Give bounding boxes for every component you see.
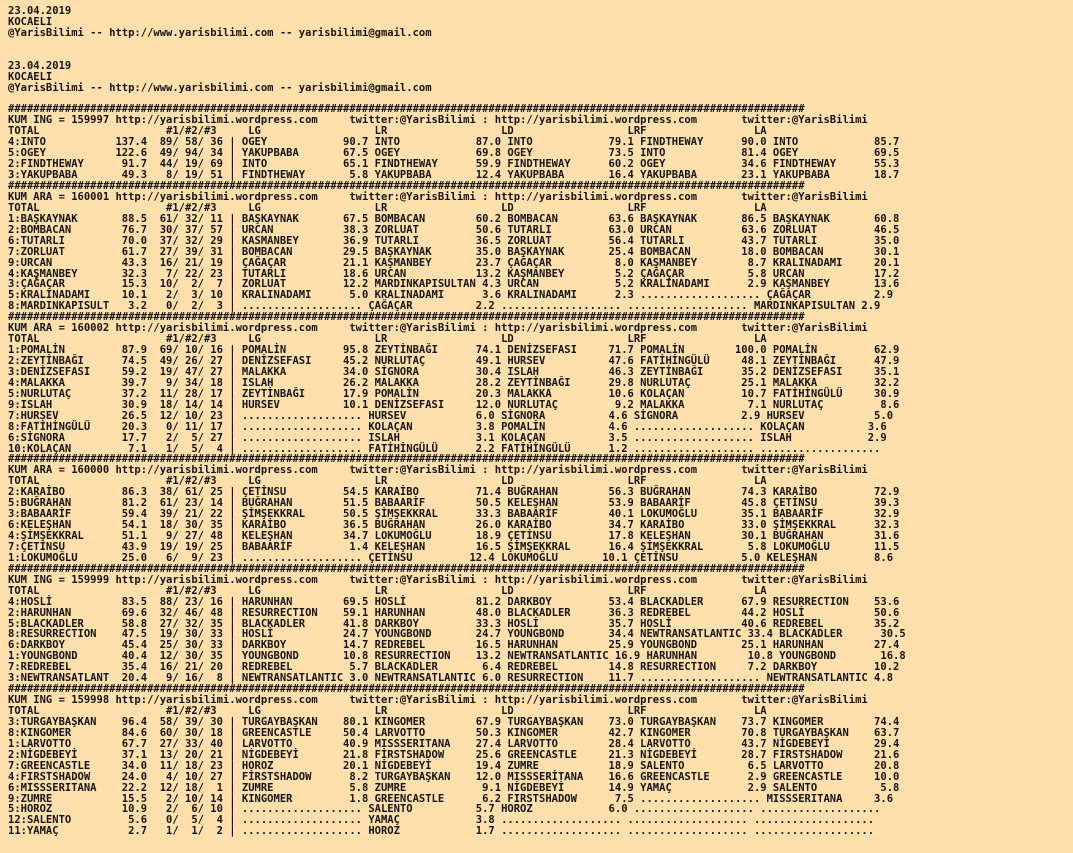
text-line: 6:KELEŞHAN 54.1 18/ 30/ 35 | KARAİBO 36.5 BUĞRAHAN 26.0 KARAİBO 34.7 KARAİBO 33.0 ŞİMŞEKKRAL 32.3 <box>8 519 900 532</box>
text-line: 23.04.2019 <box>8 59 72 72</box>
text-line: 3:NEWTRANSATLANT 20.4 9/ 16/ 8 | NEWTRANSATLANTIC 3.0 NEWTRANSATLANTIC 6.0 RESURRECTION 11.7 ................... NEWTRANSATLANTIC 4.8 <box>8 672 894 685</box>
text-line: 2:KARAİBO 86.3 38/ 61/ 25 | ÇETİNSU 54.5 KARAİBO 71.4 BUĞRAHAN 56.3 BUĞRAHAN 74.3 KARAİBO 72.9 <box>8 486 900 499</box>
text-line: ############################################################################################################################## <box>8 103 805 116</box>
report-text <box>8 6 906 837</box>
text-line: 3:ÇAĞAÇAR 15.3 10/ 2/ 7 | ZORLUAT 12.2 MARDINKAPISULTAN 4.3 URCAN 5.2 KRALINADAMI 2.9 KAŞMANBEY 13.6 <box>8 278 900 291</box>
text-line: KUM ARA = 160000 http://yarisbilimi.wordpress.com twitter:@YarisBilimi : http://yarisbilimi.wordpress.com twitter:@YarisBilimi <box>8 464 868 477</box>
text-line: 5:KRALINADAMI 10.1 2/ 3/ 10 | KRALINADAMI 5.0 KRALINADAMI 3.6 KRALINADAMI 2.3 ................... ÇAĞAÇAR 2.9 <box>8 289 894 302</box>
text-line: 11:YAMAÇ 2.7 1/ 1/ 2 | ................... HOROZ 1.7 ................... ................... ................... <box>8 825 875 838</box>
text-line: 5:HOROZ 10.9 2/ 6/ 10 | ................... SALENTO 5.7 HOROZ 6.0 ................... ................... <box>8 803 881 816</box>
text-line: 23.04.2019 <box>8 5 72 17</box>
text-line: TOTAL #1/#2/#3 LG LR LD LRF LA <box>8 333 767 346</box>
text-line: ############################################################################################################################## <box>8 562 805 575</box>
text-line: 8:FATİHİNGÜLÜ 20.3 0/ 11/ 17 | ................... KOLAÇAN 3.8 POMALİN 4.6 ................... KOLAÇAN 3.6 <box>8 420 887 433</box>
text-line: @YarisBilimi -- http://www.yarisbilimi.com -- yarisbilimi@gmail.com <box>8 26 432 39</box>
text-line: 7:REDREBEL 35.4 16/ 21/ 20 | REDREBEL 5.7 BLACKADLER 6.4 REDREBEL 14.8 RESURRECTION 7.2 DARKBOY 10.2 <box>8 661 900 674</box>
text-line: 12:SALENTO 5.6 0/ 5/ 4 | ................... YAMAÇ 3.8 ................... ................... ................... <box>8 814 875 827</box>
text-line: 4:MALAKKA 39.7 9/ 34/ 18 | ISLAH 26.2 MALAKKA 28.2 ZEYTİNBAĞI 29.8 NURLUTAÇ 25.1 MALAKKA 32.2 <box>8 376 900 389</box>
text-line: 6:SİGNORA 17.7 2/ 5/ 27 | ................... ISLAH 3.1 KOLAÇAN 3.5 ................... ISLAH 2.9 <box>8 431 887 444</box>
text-line: KUM ING = 159998 http://yarisbilimi.wordpress.com twitter:@YarisBilimi : http://yarisbilimi.wordpress.com twitter:@YarisBilimi <box>8 694 868 707</box>
text-line: 5:NURLUTAÇ 37.2 11/ 28/ 17 | ZEYTİNBAĞI 17.9 POMALİN 20.3 MALAKKA 10.6 KOLAÇAN 10.7 FATİHİNGÜLÜ 30.9 <box>8 387 900 400</box>
text-line: 2:ZEYTİNBAĞI 74.5 49/ 26/ 27 | DENİZSEFASI 45.2 NURLUTAÇ 49.1 HURSEV 47.6 FATİHİNGÜLÜ 48.1 ZEYTİNBAĞI 47.9 <box>8 355 900 367</box>
text-line: KUM ARA = 160002 http://yarisbilimi.wordpress.com twitter:@YarisBilimi : http://yarisbilimi.wordpress.com twitter:@YarisBilimi <box>8 322 868 335</box>
text-line <box>8 50 906 61</box>
text-line: 4:ŞİMŞEKKRAL 51.1 9/ 27/ 48 | KELEŞHAN 34.7 LOKUMOĞLU 18.9 ÇETİNSU 17.8 KELEŞHAN 30.1 BUĞRAHAN 31.6 <box>8 530 900 542</box>
text-line: 3:TURGAYBAŞKAN 96.4 58/ 39/ 30 | TURGAYBAŞKAN 80.1 KINGOMER 67.9 TURGAYBAŞKAN 73.0 TURGAYBAŞKAN 73.7 KINGOMER 74.4 <box>8 715 900 728</box>
text-line: ############################################################################################################################## <box>8 453 805 466</box>
text-line: 8:RESURRECTION 47.5 19/ 30/ 33 | HOSLİ 24.7 YOUNGBOND 24.7 YOUNGBOND 34.4 NEWTRANSATLANTIC 33.4 BLACKADLER 30.5 <box>8 628 906 641</box>
text-line: 5:BUĞRAHAN 81.2 61/ 23/ 14 | BUĞRAHAN 51.5 BABAARİF 50.5 KELEŞHAN 53.9 BABAARİF 45.8 ÇETİNSU 39.3 <box>8 497 900 510</box>
text-line: @YarisBilimi -- http://www.yarisbilimi.com -- yarisbilimi@gmail.com <box>8 81 432 94</box>
text-line: KOCAELI <box>8 15 53 28</box>
text-line: 3:BABAARİF 59.4 39/ 21/ 22 | ŞİMŞEKKRAL 50.5 ŞİMŞEKKRAL 33.3 BABAARİF 40.1 LOKUMOĞLU 35.1 BABAARİF 32.9 <box>8 508 900 521</box>
text-line: KOCAELI <box>8 70 53 83</box>
text-line: 2:BOMBACAN 76.7 30/ 37/ 57 | URCAN 38.3 ZORLUAT 50.6 TUTARLI 63.0 URCAN 63.6 ZORLUAT 46.5 <box>8 223 900 236</box>
text-line: 6:DARKBOY 45.4 25/ 30/ 33 | DARKBOY 14.7 REDREBEL 16.5 HARUNHAN 25.9 YOUNGBOND 25.1 HARUNHAN 27.4 <box>8 639 900 652</box>
text-line: 5:OGEY 122.6 49/ 94/ 34 | YAKUPBABA 67.5 OGEY 69.8 OGEY 73.5 INTO 81.4 OGEY 69.5 <box>8 147 900 160</box>
text-line: 3:DENİZSEFASI 59.2 19/ 47/ 27 | MALAKKA 34.0 SİGNORA 30.4 ISLAH 46.3 ZEYTİNBAĞI 35.2 DENİZSEFASI 35.1 <box>8 365 900 378</box>
text-line: 9:ISLAH 30.9 18/ 14/ 14 | HURSEV 10.1 DENİZSEFASI 12.0 NURLUTAÇ 9.2 MALAKKA 7.1 NURLUTAÇ 8.6 <box>8 398 900 411</box>
text-line: 3:YAKUPBABA 49.3 8/ 19/ 51 | FINDTHEWAY 5.8 YAKUPBABA 12.4 YAKUPBABA 16.4 YAKUPBABA 23.1 YAKUPBABA 18.7 <box>8 169 900 182</box>
text-line: TOTAL #1/#2/#3 LG LR LD LRF LA <box>8 201 767 214</box>
text-line: KUM ING = 159999 http://yarisbilimi.wordpress.com twitter:@YarisBilimi : http://yarisbilimi.wordpress.com twitter:@YarisBilimi <box>8 573 868 586</box>
text-line: TOTAL #1/#2/#3 LG LR LD LRF LA <box>8 125 767 138</box>
text-line: 10:KOLAÇAN 7.1 1/ 5/ 4 | ................... FATİHİNGÜLÜ 2.2 FATİHİNGÜLÜ 1.2 ................... ................... <box>8 442 881 455</box>
text-line: TOTAL #1/#2/#3 LG LR LD LRF LA <box>8 475 767 488</box>
text-line: TOTAL #1/#2/#3 LG LR LD LRF LA <box>8 705 767 717</box>
text-line: KUM ING = 159997 http://yarisbilimi.wordpress.com twitter:@YarisBilimi : http://yarisbilimi.wordpress.com twitter:@YarisBilimi <box>8 114 868 127</box>
text-line: 1:YOUNGBOND 40.4 12/ 30/ 35 | YOUNGBOND 10.8 RESURRECTION 13.2 NEWTRANSATLANTIC 16.9 HARUNHAN 10.8 YOUNGBOND 16.8 <box>8 650 906 663</box>
text-line: ############################################################################################################################## <box>8 683 805 696</box>
text-line: 9:ZUMRE 15.5 2/ 10/ 14 | KINGOMER 1.8 GREENCASTLE 6.2 FIRSTSHADOW 7.5 ................... MISSSERITANA 3.6 <box>8 792 894 805</box>
text-line: 7:ZORLUAT 61.7 27/ 39/ 31 | BOMBACAN 29.5 BAŞKAYNAK 35.0 BAŞKAYNAK 25.4 BOMBACAN 18.0 BOMBACAN 30.1 <box>8 245 900 258</box>
text-line: 6:TUTARLI 70.0 37/ 32/ 29 | KASMANBEY 36.9 TUTARLI 36.5 ZORLUAT 56.4 TUTARLI 43.7 TUTARLI 35.0 <box>8 234 900 247</box>
text-line: 7:GREENCASTLE 34.0 11/ 18/ 23 | HOROZ 20.1 NİGDEBEYİ 19.4 ZUMRE 18.9 SALENTO 6.5 LARVOTTO 20.8 <box>8 759 900 772</box>
text-line: 4:KAŞMANBEY 32.3 7/ 22/ 23 | TUTARLI 18.6 URCAN 13.2 KAŞMANBEY 5.2 ÇAĞAÇAR 5.8 URCAN 17.2 <box>8 267 900 280</box>
text-line: 9:URCAN 43.3 16/ 21/ 19 | ÇAĞAÇAR 21.1 KAŞMANBEY 23.7 ÇAĞAÇAR 8.0 KAŞMANBEY 8.7 KRALINADAMI 20.1 <box>8 256 900 269</box>
text-line: 1:LOKUMOĞLU 25.0 6/ 9/ 23 | ................... ÇETİNSU 12.4 LOKUMOĞLU 10.1 ÇETİNSU 5.0 KELEŞHAN 8.6 <box>8 551 894 564</box>
text-line: 1:POMALİN 87.9 69/ 10/ 16 | POMALİN 95.8 ZEYTİNBAĞI 74.1 DENİZSEFASI 71.7 POMALİN 100.0 POMALİN 62.9 <box>8 344 900 357</box>
text-line: 4:HOSLİ 83.5 88/ 23/ 16 | HARUNHAN 69.5 HOSLİ 81.2 DARKBOY 53.4 BLACKADLER 67.9 RESURRECTION 53.6 <box>8 595 900 608</box>
text-line: 1:LARVOTTO 67.7 27/ 33/ 40 | LARVOTTO 40.9 MISSSERITANA 27.4 LARVOTTO 28.4 LARVOTTO 43.7 NİGDEBEYİ 29.4 <box>8 737 900 750</box>
text-line: 2:FINDTHEWAY 91.7 44/ 19/ 69 | INTO 65.1 FINDTHEWAY 59.9 FINDTHEWAY 60.2 OGEY 34.6 FINDTHEWAY 55.3 <box>8 158 900 171</box>
text-line: ############################################################################################################################## <box>8 180 805 192</box>
text-line <box>8 39 906 50</box>
text-line: 4:INTO 137.4 89/ 58/ 36 | OGEY 90.7 INTO 87.0 INTO 79.1 FINDTHEWAY 90.0 INTO 85.7 <box>8 136 900 149</box>
text-line: 5:BLACKADLER 58.8 27/ 32/ 35 | BLACKADLER 41.8 DARKBOY 33.3 HOSLİ 35.7 HOSLİ 40.6 REDREBEL 35.2 <box>8 617 900 630</box>
text-line: 2:NİGDEBEYİ 37.1 13/ 20/ 21 | NİGDEBEYİ 21.8 FİRSTSHADOW 25.6 GREENCASTLE 21.3 NİGDEBEYİ 28.7 FIRSTSHADOW 21.6 <box>8 748 900 761</box>
text-line: 7:HURSEV 26.5 12/ 10/ 23 | ................... HURSEV 6.0 SİGNORA 4.6 SİGNORA 2.9 HURSEV 5.0 <box>8 409 894 422</box>
text-line: ############################################################################################################################## <box>8 311 805 324</box>
text-line: KUM ARA = 160001 http://yarisbilimi.wordpress.com twitter:@YarisBilimi : http://yarisbilimi.wordpress.com twitter:@YarisBilimi <box>8 190 868 203</box>
text-line: 6:MISSSERITANA 22.2 12/ 18/ 1 | ZUMRE 5.8 ZUMRE 9.1 NİGDEBEYİ 14.9 YAMAÇ 2.9 SALENTO 5.8 <box>8 781 900 794</box>
text-line: 8:KINGOMER 84.6 60/ 30/ 18 | GREENCASTLE 50.4 LARVOTTO 50.3 KINGOMER 42.7 KINGOMER 70.8 TURGAYBAŞKAN 63.7 <box>8 726 900 739</box>
text-line: 1:BAŞKAYNAK 88.5 61/ 32/ 11 | BAŞKAYNAK 67.5 BOMBACAN 60.2 BOMBACAN 63.6 BAŞKAYNAK 86.5 BAŞKAYNAK 60.8 <box>8 212 900 225</box>
text-line: 8:MARDINKAPISULT 3.2 0/ 2/ 3 | ................... ÇAĞAÇAR 2.2 ................... ................... MARDINKAPISULTAN 2.9 <box>8 300 881 313</box>
text-line: 4:FIRSTSHADOW 24.0 4/ 10/ 27 | FİRSTSHADOW 8.2 TURGAYBAŞKAN 12.0 MISSSERİTANA 16.6 GREENCASTLE 2.9 GREENCASTLE 10.0 <box>8 770 900 783</box>
text-line: 2:HARUNHAN 69.6 32/ 46/ 48 | RESURRECTION 59.1 HARUNHAN 48.0 BLACKADLER 36.3 REDREBEL 44.2 HOSLİ 50.6 <box>8 606 900 619</box>
text-line: TOTAL #1/#2/#3 LG LR LD LRF LA <box>8 584 767 597</box>
text-line: 7:ÇETİNSU 43.9 19/ 19/ 25 | BABAARİF 1.4 KELEŞHAN 16.5 ŞİMŞEKKRAL 16.4 ŞİMŞEKKRAL 5.8 LOKUMOĞLU 11.5 <box>8 540 900 553</box>
